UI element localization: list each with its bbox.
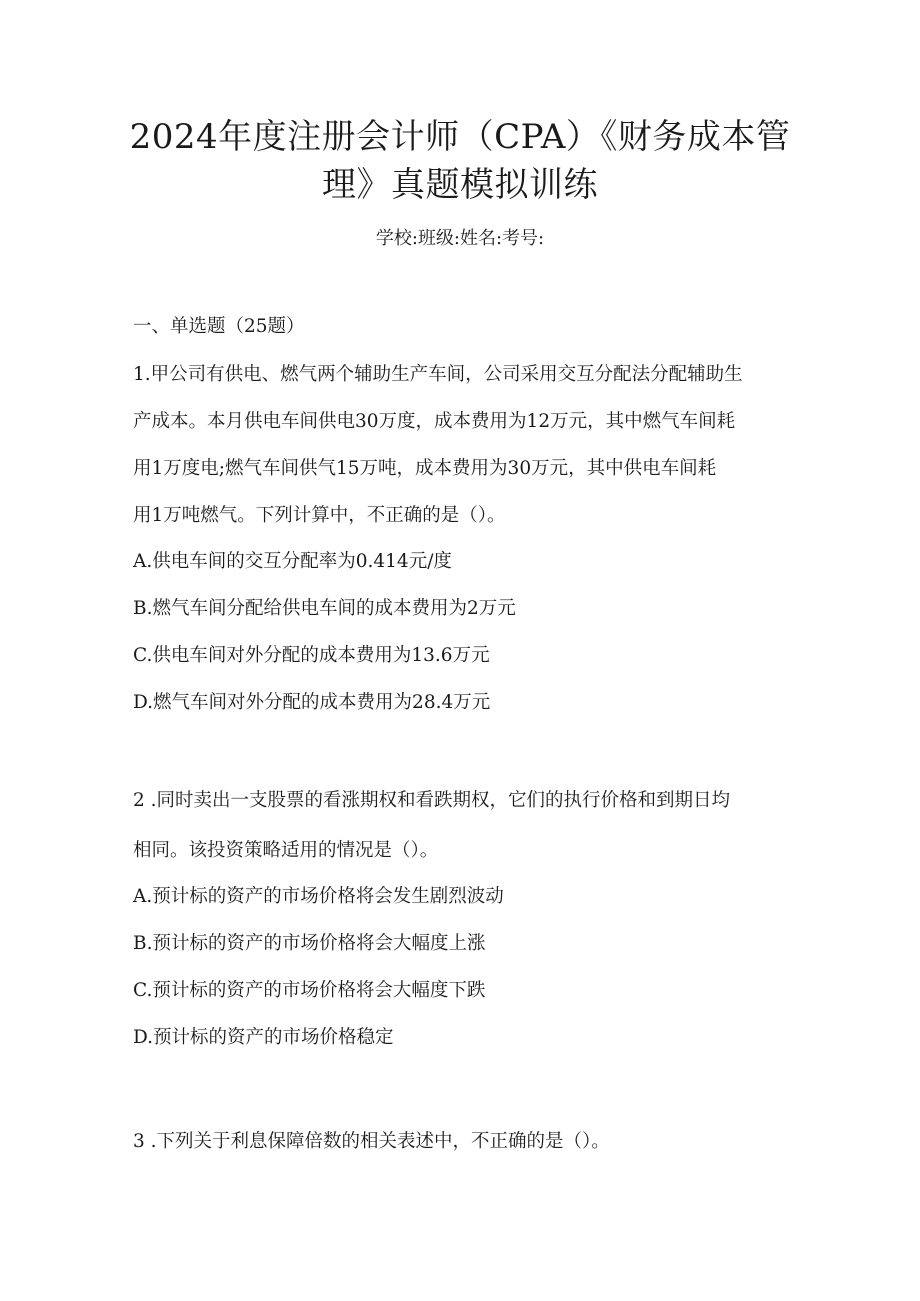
question-1-stem-line-2: 产成本。本月供电车间供电30万度，成本费用为12万元，其中燃气车间耗 xyxy=(133,411,736,432)
question-2-stem-line-1: 2 .同时卖出一支股票的看涨期权和看跌期权，它们的执行价格和到期日均 xyxy=(133,790,731,811)
document-title-line-2: 理》真题模拟训练 xyxy=(322,165,598,205)
question-1-stem-line-1: 1.甲公司有供电、燃气两个辅助生产车间，公司采用交互分配法分配辅助生 xyxy=(133,364,743,385)
student-info-line: 学校:班级:姓名:考号: xyxy=(375,228,545,249)
section-heading: 一、单选题（25题） xyxy=(133,316,305,337)
question-2-option-c: C.预计标的资产的市场价格将会大幅度下跌 xyxy=(133,980,486,1001)
document-title-line-1: 2024年度注册会计师（CPA）《财务成本管 xyxy=(129,117,791,157)
question-1-option-c: C.供电车间对外分配的成本费用为13.6万元 xyxy=(133,645,490,666)
question-1-option-d: D.燃气车间对外分配的成本费用为28.4万元 xyxy=(133,692,491,713)
question-1-option-a: A.供电车间的交互分配率为0.414元/度 xyxy=(133,551,452,572)
question-3-stem-line-1: 3 .下列关于利息保障倍数的相关表述中，不正确的是（）。 xyxy=(133,1131,610,1152)
question-2-option-b: B.预计标的资产的市场价格将会大幅度上涨 xyxy=(133,933,486,954)
question-1-stem-line-3: 用1万度电;燃气车间供气15万吨，成本费用为30万元，其中供电车间耗 xyxy=(133,458,717,479)
question-1-stem-line-4: 用1万吨燃气。下列计算中，不正确的是（）。 xyxy=(133,505,506,526)
question-2-stem-line-2: 相同。该投资策略适用的情况是（）。 xyxy=(133,840,439,861)
question-2-option-d: D.预计标的资产的市场价格稳定 xyxy=(133,1027,394,1048)
question-1-option-b: B.燃气车间分配给供电车间的成本费用为2万元 xyxy=(133,598,516,619)
question-2-option-a: A.预计标的资产的市场价格将会发生剧烈波动 xyxy=(133,886,504,907)
